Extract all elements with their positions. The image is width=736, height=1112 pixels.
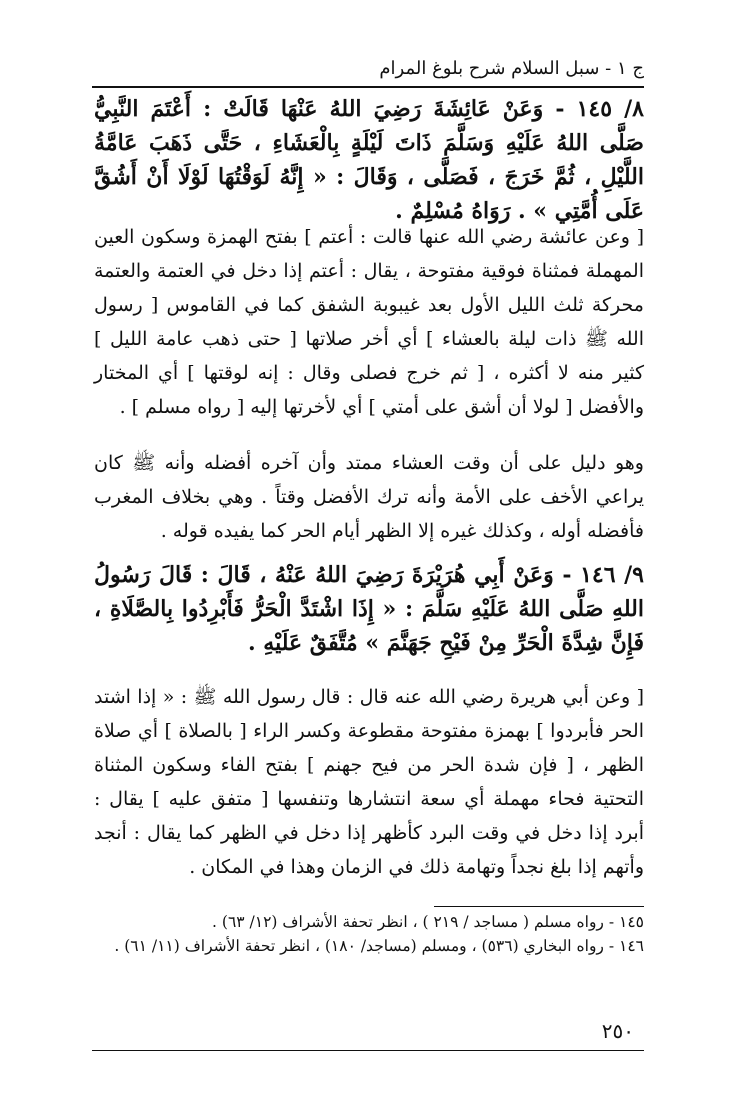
running-header: ج ١ - سبل السلام شرح بلوغ المرام [379,58,644,79]
page-number: ٢٥٠ [601,1019,634,1043]
hadith-145: ٨/ ١٤٥ - وَعَنْ عَائِشَةَ رَضِيَ اللهُ عَنْهَا قَالَتْ : أَعْتَمَ النَّبِيُّ صَلَّى اللهُ عَلَيْهِ وَسَلَّمَ ذَاتَ لَيْلَةٍ بِالْعَشَاءِ ، حَتَّى ذَهَبَ عَامَّةُ اللَّيْلِ ، ثُمَّ خَرَجَ ، فَصَلَّى ، وَقَالَ : « إِنَّهُ لَوَقْتُهَا لَوْلَا أَنْ أَشُقَّ عَلَى أُمَّتِي » . رَوَاهُ مُسْلِمٌ . [94,96,644,224]
bottom-rule [92,1050,644,1051]
footnotes [94,910,644,958]
footnote-rule [434,906,644,907]
hadith-146: ٩/ ١٤٦ - وَعَنْ أَبِي هُرَيْرَةَ رَضِيَ اللهُ عَنْهُ ، قَالَ : قَالَ رَسُولُ اللهِ صَلَّى اللهُ عَلَيْهِ سَلَّمَ : « إِذَا اشْتَدَّ الْحَرُّ فَأَبْرِدُوا بِالصَّلَاةِ ، فَإِنَّ شِدَّةَ الْحَرِّ مِنْ فَيْحِ جَهَنَّمَ » مُتَّفَقٌ عَلَيْهِ . [94,562,644,656]
commentary-145-ruling: وهو دليل على أن وقت العشاء ممتد وأن آخره أفضله وأنه ﷺ كان يراعي الأخف على الأمة وأنه ترك الأفضل وقتاً . وهي بخلاف المغرب فأفضله أوله ، وكذلك غيره إلا الظهر أيام الحر كما يفيده قوله . [94,452,644,542]
commentary-146-gloss: [ وعن أبي هريرة رضي الله عنه قال : قال رسول الله ﷺ : « إذا اشتد الحر فأبردوا ] بهمزة مفتوحة مقطوعة وكسر الراء [ بالصلاة ] أي صلاة الظهر ، [ فإن شدة الحر من فيح جهنم ] بفتح الفاء وسكون المثناة التحتية فحاء مهملة أي سعة انتشارها وتنفسها [ متفق عليه ] يقال : أبرد إذا دخل في وقت البرد كأظهر إذا دخل في الظهر كما يقال : أنجد وأتهم إذا بلغ نجداً وتهامة ذلك في الزمان وهذا في المكان . [94,686,644,878]
footnote-145: ١٤٥ - رواه مسلم ( مساجد / ٢١٩ ) ، انظر تحفة الأشراف (١٢/ ٦٣) . [212,913,644,931]
commentary-145-gloss: [ وعن عائشة رضي الله عنها قالت : أعتم ] بفتح الهمزة وسكون العين المهملة فمثناة فوقية مفتوحة ، يقال : أعتم إذا دخل في العتمة والعتمة محركة ثلث الليل الأول بعد غيبوبة الشفق كما في القاموس [ رسول الله ﷺ ذات ليلة بالعشاء ] أي أخر صلاتها [ حتى ذهب عامة الليل ] كثير منه لا أكثره ، [ ثم خرج فصلى وقال : إنه لوقتها ] أي المختار والأفضل [ لولا أن أشق على أمتي ] أي لأخرتها إليه [ رواه مسلم ] . [94,226,644,418]
footnote-146: ١٤٦ - رواه البخاري (٥٣٦) ، ومسلم (مساجد/ ١٨٠) ، انظر تحفة الأشراف (١١/ ٦١) . [114,937,644,955]
header-rule [92,86,644,88]
